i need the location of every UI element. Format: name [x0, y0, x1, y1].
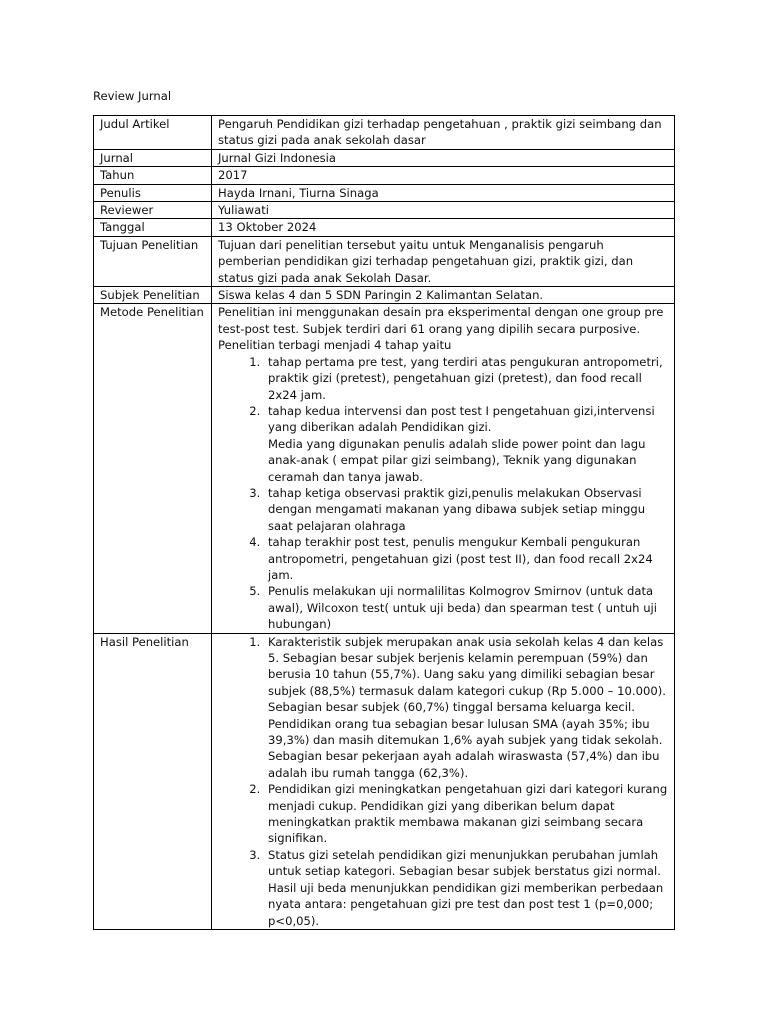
metode-step-4 [264, 534, 669, 583]
value-tahun: 2017 [212, 167, 675, 184]
label-reviewer: Reviewer [94, 202, 212, 219]
metode-step-2-text: tahap kedua intervensi dan post test I pengetahuan gizi,intervensi yang diberikan adalah Pendidikan gizi. [268, 403, 655, 435]
value-jurnal: Jurnal Gizi Indonesia [212, 149, 675, 166]
page-title: Review Jurnal [93, 89, 172, 103]
hasil-item-1 [264, 634, 669, 782]
metode-step-2 [264, 403, 669, 485]
value-tujuan-penelitian: Tujuan dari penelitian tersebut yaitu untuk Menganalisis pengaruh pemberian pendidikan gizi terhadap pengetahuan gizi, praktik gizi, dan status gizi pada anak Sekolah Dasar. [212, 236, 675, 286]
row-tanggal [94, 219, 675, 236]
value-subjek-penelitian: Siswa kelas 4 dan 5 SDN Paringin 2 Kalimantan Selatan. [212, 287, 675, 304]
label-metode-penelitian: Metode Penelitian [94, 304, 212, 633]
row-subjek-penelitian [94, 287, 675, 304]
label-jurnal: Jurnal [94, 149, 212, 166]
hasil-item-2-text: Pendidikan gizi meningkatkan pengetahuan gizi dari kategori kurang menjadi cukup. Pendidikan gizi yang diberikan belum dapat meningkatkan praktik membawa makanan gizi seimbang secara signifikan. [268, 782, 668, 846]
metode-step-1 [264, 354, 669, 403]
hasil-items-list [218, 634, 669, 929]
metode-step-5 [264, 583, 669, 632]
label-tujuan-penelitian: Tujuan Penelitian [94, 236, 212, 286]
value-reviewer: Yuliawati [212, 202, 675, 219]
metode-step-5-text: Penulis melakukan uji normalilitas Kolmogrov Smirnov (untuk data awal), Wilcoxon test( untuk uji beda) dan spearman test ( untuh uji hubungan) [268, 584, 658, 632]
hasil-item-3 [264, 847, 669, 929]
metode-step-3-text: tahap ketiga observasi praktik gizi,penulis melakukan Observasi dengan mengamati makanan yang dibawa subjek setiap minggu saat pelajaran olahraga [268, 485, 646, 533]
label-hasil-penelitian: Hasil Penelitian [94, 633, 212, 929]
label-penulis: Penulis [94, 184, 212, 201]
metode-intro: Penelitian ini menggunakan desain pra eksperimental dengan one group pre test-post test. Subjek terdiri dari 61 orang yang dipilih secara purposive. Penelitian terbagi menjadi 4 tahap yaitu [218, 305, 664, 353]
label-tahun: Tahun [94, 167, 212, 184]
hasil-item-3-text: Status gizi setelah pendidikan gizi menunjukkan perubahan jumlah untuk setiap kategori. Sebagian besar subjek berstatus gizi normal. Hasil uji beda menunjukkan pendidikan gizi memberikan perbedaan nyata antara: pengetahuan gizi pre test dan post test 1 (p=0,000; p<0,05). [268, 847, 664, 928]
hasil-item-1-text: Karakteristik subjek merupakan anak usia sekolah kelas 4 dan kelas 5. Sebagian besar subjek berjenis kelamin perempuan (59%) dan berusia 10 tahun (55,7%). Uang saku yang dimiliki sebagian besar subjek (88,5%) termasuk dalam kategori cukup (Rp 5.000 – 10.000). Sebagian besar subjek (60,7%) tinggal bersama keluarga kecil. Pendidikan orang tua sebagian besar lulusan SMA (ayah 35%; ibu 39,3%) dan masih ditemukan 1,6% ayah subjek yang tidak sekolah. Sebagian besar pekerjaan ayah adalah wiraswasta (57,4%) dan ibu adalah ibu rumah tangga (62,3%). [268, 634, 666, 780]
row-metode-penelitian [94, 304, 675, 633]
row-judul-artikel [94, 116, 675, 150]
metode-step-4-text: tahap terakhir post test, penulis mengukur Kembali pengukuran antropometri, pengetahuan gizi (post test II), dan food recall 2x24 jam. [268, 535, 653, 582]
row-tujuan-penelitian [94, 236, 675, 286]
metode-step-1-text: tahap pertama pre test, yang terdiri atas pengukuran antropometri, praktik gizi (pretest), pengetahuan gizi (pretest), dan food recall 2x24 jam. [268, 354, 663, 402]
label-tanggal: Tanggal [94, 219, 212, 236]
value-penulis: Hayda Irnani, Tiurna Sinaga [212, 184, 675, 201]
value-metode-penelitian [212, 304, 675, 633]
value-judul-artikel: Pengaruh Pendidikan gizi terhadap pengetahuan , praktik gizi seimbang dan status gizi pada anak sekolah dasar [212, 116, 675, 150]
metode-step-3 [264, 485, 669, 534]
value-hasil-penelitian [212, 633, 675, 929]
row-jurnal [94, 149, 675, 166]
metode-step-2-note: Media yang digunakan penulis adalah slide power point dan lagu anak-anak ( empat pilar gizi seimbang), Teknik yang digunakan ceramah dan tanya jawab. [268, 436, 646, 484]
row-penulis [94, 184, 675, 201]
metode-steps-list [218, 354, 669, 633]
label-judul-artikel: Judul Artikel [94, 116, 212, 150]
value-tanggal: 13 Oktober 2024 [212, 219, 675, 236]
row-reviewer [94, 202, 675, 219]
row-hasil-penelitian [94, 633, 675, 929]
review-table [93, 115, 675, 930]
row-tahun [94, 167, 675, 184]
hasil-item-2 [264, 781, 669, 847]
label-subjek-penelitian: Subjek Penelitian [94, 287, 212, 304]
